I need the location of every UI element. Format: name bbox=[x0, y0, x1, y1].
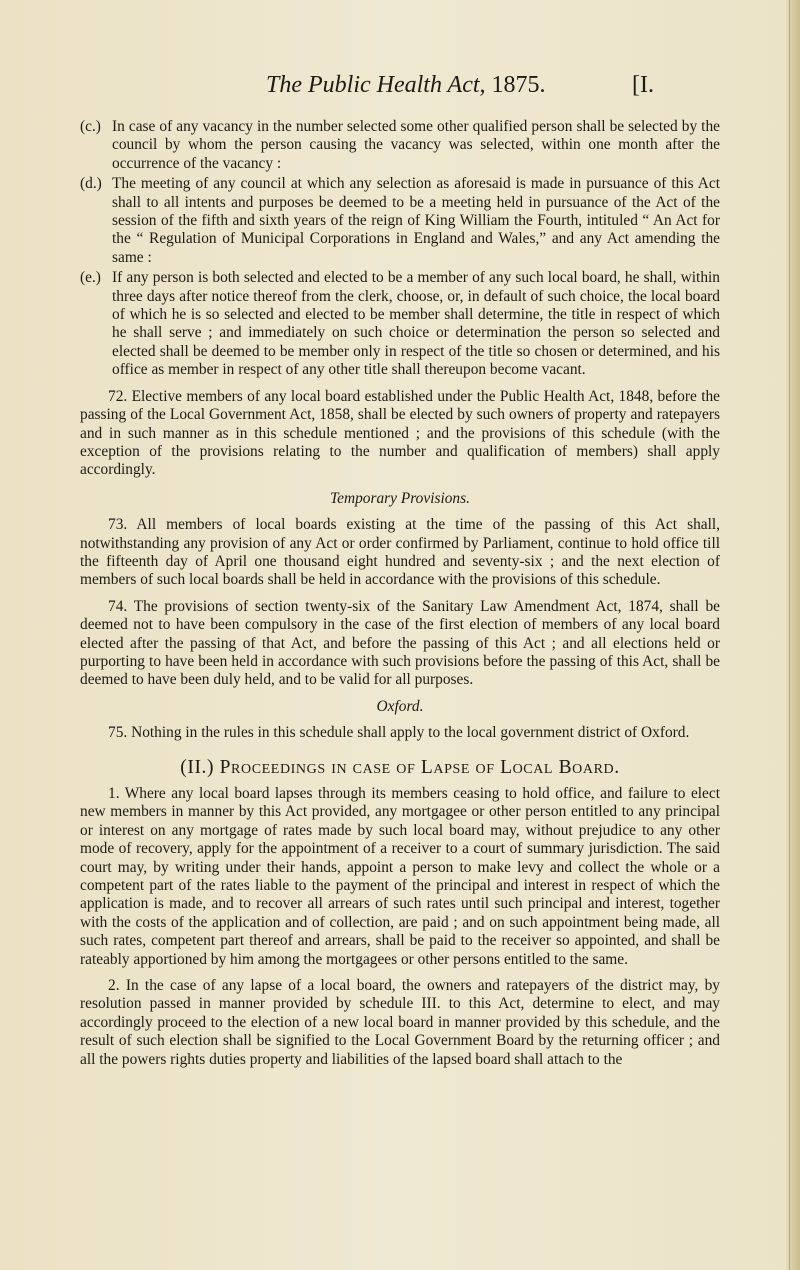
clause-mark: (e.) bbox=[80, 269, 101, 287]
clause-d bbox=[80, 175, 720, 267]
section-75: 75. Nothing in the rules in this schedule shall apply to the local government district of Oxford. bbox=[108, 724, 690, 742]
page-body bbox=[80, 118, 720, 1069]
section-73: 73. All members of local boards existing at the time of the passing of this Act shall, notwithstanding any provision of any Act or order confirmed by Parliament, continue to hold office till the fifteenth day of April one thousand eight hundred and seventy-six ; and the next election of members of such local boards shall be held in accordance with the provisions of this schedule. bbox=[80, 516, 720, 589]
clause-text: The meeting of any council at which any selection as aforesaid is made in pursuance of this Act shall to all intents and purposes be deemed to be a meeting held in pursuance of the Act of the session of the fifth and sixth years of the reign of King William the Fourth, intituled “ An Act for the “ Regulation of Municipal Corporations in England and Wales,” and any Act amending the same : bbox=[112, 175, 720, 266]
header-year: 1875. bbox=[491, 72, 546, 98]
part-two-heading: (II.) Proceedings in case of Lapse of Local Board. bbox=[180, 756, 620, 778]
clause-e bbox=[80, 269, 720, 379]
section-72: 72. Elective members of any local board established under the Public Health Act, 1848, before the passing of the Local Government Act, 1858, shall be elected by such owners of property and ratepayers and in such manner as in this schedule mentioned ; and the provisions of this schedule (with the exception of the provisions relating to the number and qualification of members) shall apply accordingly. bbox=[80, 387, 720, 479]
page-edge bbox=[786, 0, 800, 1270]
running-title: The Public Health Act, 1875. bbox=[266, 72, 546, 98]
running-header bbox=[80, 68, 720, 108]
temporary-provisions-heading: Temporary Provisions. bbox=[330, 489, 470, 507]
clause-mark: (c.) bbox=[80, 118, 101, 135]
oxford-heading: Oxford. bbox=[376, 697, 424, 715]
section-74: 74. The provisions of section twenty-six of the Sanitary Law Amendment Act, 1874, shall be deemed not to have been compulsory in the case of the first election of members of any local board elected after the passing of that Act, and before the passing of this Act ; and all elections held or purporting to have been held in accordance with such provisions before the passing of this Act, shall be deemed to have been duly held, and to be valid for all purposes. bbox=[80, 597, 720, 689]
clause-c bbox=[80, 118, 720, 173]
paragraph-1: 1. Where any local board lapses through its members ceasing to hold office, and failure to elect new members in manner by this Act provided, any mortgagee or other person entitled to any principal or interest on any mortgage of rates made by such local board may, without prejudice to any other mode of recovery, apply for the appointment of a receiver to a court of summary jurisdiction. The said court may, by writing under their hands, appoint a person to make levy and collect the whole or a competent part of the rates liable to the payment of the principal and interest in respect of which the application is made, and to recover all arrears of such rates until such principal and interest, together with the costs of the application and of collection, are paid ; and on such appointment being made, all such rates, competent part thereof and arrears, shall be paid to the receiver so appointed, and shall be rateably apportioned by him among the mortgagees or other persons entitled to the same. bbox=[80, 785, 720, 968]
clause-text: If any person is both selected and elected to be a member of any such local board, he shall, within three days after notice thereof from the clerk, choose, or, in default of such choice, the local board of which he is so selected and elected to be member shall determine, the title in respect of which he shall serve ; and immediately on such choice or determination the person so selected and elected shall be deemed to be member only in respect of the title so chosen or determined, and his office as member in respect of any other title shall thereupon become vacant. bbox=[112, 269, 720, 379]
clause-mark: (d.) bbox=[80, 175, 102, 193]
clause-text: In case of any vacancy in the number selected some other qualified person shall be selected by the council by whom the person causing the vacancy was selected, within one month after the occurrence of the vacancy : bbox=[112, 118, 720, 172]
page-reference: [I. bbox=[632, 72, 654, 98]
paragraph-2: 2. In the case of any lapse of a local board, the owners and ratepayers of the district may, by resolution passed in manner provided by schedule III. to this Act, determine to elect, and may accordingly proceed to the election of a new local board in manner provided by this schedule, and the result of such election shall be signified to the Local Government Board by the returning officer ; and all the powers rights duties property and liabilities of the lapsed board shall attach to the bbox=[80, 977, 720, 1068]
